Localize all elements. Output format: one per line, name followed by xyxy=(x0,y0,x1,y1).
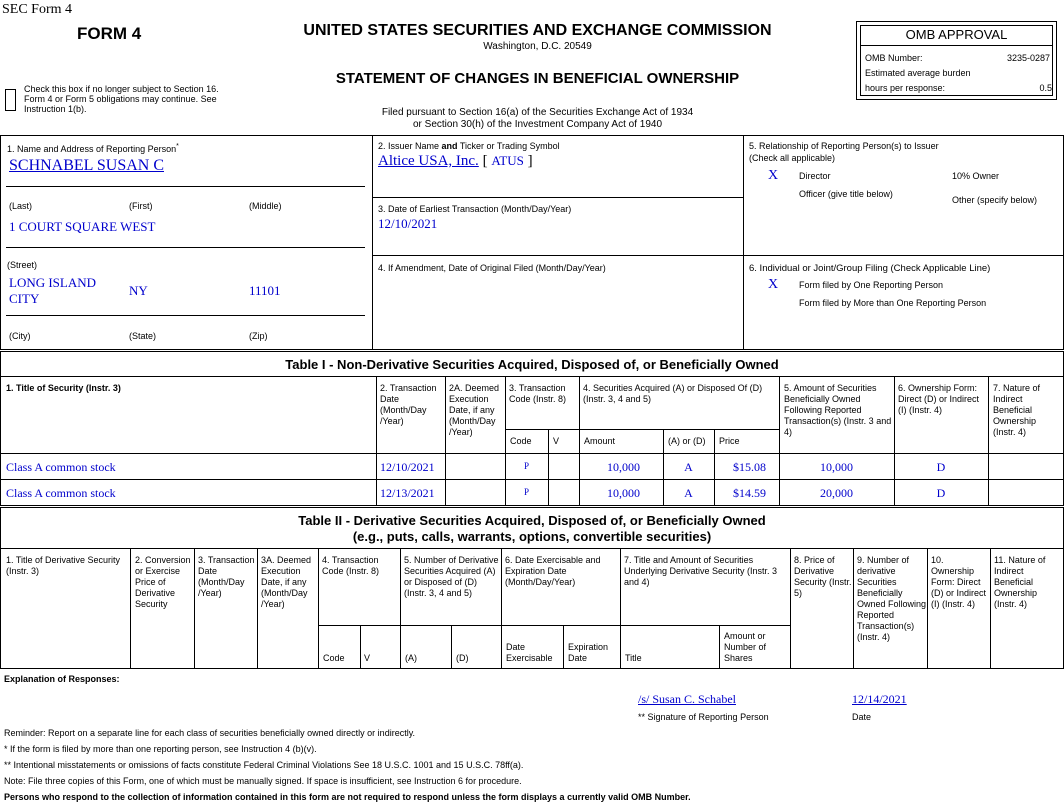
table2-title: Table II - Derivative Securities Acquired, Disposed of, or Beneficially Owned xyxy=(298,513,766,528)
omb-hours-label: hours per response: xyxy=(865,83,946,93)
city-label: (City) xyxy=(9,331,31,341)
t1-h1: 1. Title of Security (Instr. 3) xyxy=(6,383,121,393)
table1-title: Table I - Non-Derivative Securities Acquired, Disposed of, or Beneficially Owned xyxy=(285,357,779,372)
t2-sub-v: V xyxy=(364,653,371,663)
first-label: (First) xyxy=(129,201,153,211)
t1-sub-code: Code xyxy=(510,436,532,446)
t1-h5: 5. Amount of Securities Beneficially Owned Following Reported Transaction(s) (Instr. 3 and 4) xyxy=(784,383,892,437)
t1-r2-date: 12/13/2021 xyxy=(380,486,435,500)
signature-label: ** Signature of Reporting Person xyxy=(638,712,769,722)
section16-checkbox-label: Check this box if no longer subject to Section 16. Form 4 or Form 5 obligations may continue. See Instruction 1(b). xyxy=(24,84,219,114)
omb-number-label: OMB Number: xyxy=(865,53,923,63)
filed-line-2: or Section 30(h) of the Investment Company Act of 1940 xyxy=(412,119,663,130)
last-label: (Last) xyxy=(9,201,33,211)
box1-label-text: 1. Name and Address of Reporting Person xyxy=(7,144,177,154)
t1-sub-amount: Amount xyxy=(584,436,616,446)
agency-location: Washington, D.C. 20549 xyxy=(483,41,592,52)
t2-sub-d: (D) xyxy=(456,653,469,663)
officer-label: Officer (give title below) xyxy=(799,189,893,199)
t1-sub-v: V xyxy=(553,436,560,446)
ticker-open-bracket: [ xyxy=(482,153,488,169)
reporting-person-name[interactable] xyxy=(9,157,164,175)
t1-r2-title: Class A common stock xyxy=(6,486,116,500)
statement-title: STATEMENT OF CHANGES IN BENEFICIAL OWNERSHIP xyxy=(335,70,740,87)
omb-hours-value: 0.5 xyxy=(1039,83,1052,93)
issuer-line xyxy=(378,153,533,170)
issuer-link[interactable]: Altice USA, Inc. xyxy=(378,153,479,169)
other-label: Other (specify below) xyxy=(952,195,1038,205)
t1-h6: 6. Ownership Form: Direct (D) or Indirect (I) (Instr. 4) xyxy=(898,383,980,415)
box2-label-and: and xyxy=(441,141,458,151)
ticker-value: ATUS xyxy=(491,153,524,168)
state-value: NY xyxy=(129,283,148,298)
t2-h3a: 3A. Deemed Execution Date, if any (Month/Day /Year) xyxy=(261,555,312,609)
director-label: Director xyxy=(799,171,831,181)
box6-label: 6. Individual or Joint/Group Filing (Check Applicable Line) xyxy=(749,263,991,274)
t1-r2-form: D xyxy=(936,486,946,500)
note-1: * If the form is filed by more than one reporting person, see Instruction 4 (b)(v). xyxy=(4,744,317,754)
middle-label: (Middle) xyxy=(249,201,282,211)
omb-burden-label: Estimated average burden xyxy=(865,68,971,78)
t2-h11: 11. Nature of Indirect Beneficial Ownership (Instr. 4) xyxy=(994,555,1046,609)
note-3: Note: File three copies of this Form, one of which must be manually signed. If space is insufficient, see Instruction 6 for procedure. xyxy=(4,776,522,786)
t1-r1-owned: 10,000 xyxy=(820,460,853,474)
street-label: (Street) xyxy=(7,260,38,270)
box3-label: 3. Date of Earliest Transaction (Month/Day/Year) xyxy=(378,204,572,214)
t2-h3: 3. Transaction Date (Month/Day /Year) xyxy=(198,555,255,598)
ticker-close-bracket: ] xyxy=(527,153,533,169)
t2-h4: 4. Transaction Code (Instr. 8) xyxy=(322,555,380,576)
t2-sub-exercisable: Date Exercisable xyxy=(506,642,553,663)
t1-h3: 3. Transaction Code (Instr. 8) xyxy=(509,383,567,404)
t1-r2-owned: 20,000 xyxy=(820,486,853,500)
box4-label: 4. If Amendment, Date of Original Filed (Month/Day/Year) xyxy=(378,263,606,273)
t1-h4: 4. Securities Acquired (A) or Disposed Of (D) (Instr. 3, 4 and 5) xyxy=(583,383,763,404)
t1-r1-aord: A xyxy=(684,460,693,474)
t1-r2-aord: A xyxy=(684,486,693,500)
t2-h9: 9. Number of derivative Securities Beneficially Owned Following Reported Transaction(s) (Instr. 4) xyxy=(857,555,927,642)
t1-sub-aord: (A) or (D) xyxy=(668,436,706,446)
t1-r2-price: $14.59 xyxy=(733,486,766,500)
note-4: Persons who respond to the collection of information contained in this form are not required to respond unless the form displays a currently valid OMB Number. xyxy=(4,792,691,802)
t1-r2-amount: 10,000 xyxy=(607,486,640,500)
director-mark[interactable]: X xyxy=(768,168,779,183)
earliest-transaction-date: 12/10/2021 xyxy=(378,216,438,231)
section16-checkbox[interactable] xyxy=(5,89,16,111)
state-label: (State) xyxy=(129,331,157,341)
t1-r1-code: P xyxy=(523,461,529,471)
t2-sub-title: Title xyxy=(625,653,642,663)
t1-r1-price: $15.08 xyxy=(733,460,766,474)
t1-r1-amount: 10,000 xyxy=(607,460,640,474)
t1-r1-form: D xyxy=(936,460,946,474)
omb-number-value: 3235-0287 xyxy=(1006,53,1050,63)
street-value: 1 COURT SQUARE WEST xyxy=(9,219,156,234)
more-persons-label: Form filed by More than One Reporting Person xyxy=(799,298,987,308)
reminder-note: Reminder: Report on a separate line for each class of securities beneficially owned directly or indirectly. xyxy=(4,728,416,738)
t2-h2: 2. Conversion or Exercise Price of Derivative Security xyxy=(135,555,191,609)
omb-title: OMB APPROVAL xyxy=(905,27,1008,42)
t1-r2-code: P xyxy=(523,487,529,497)
t1-h2: 2. Transaction Date (Month/Day /Year) xyxy=(380,383,437,426)
filed-line-1: Filed pursuant to Section 16(a) of the Securities Exchange Act of 1934 xyxy=(381,107,694,118)
agency-title: UNITED STATES SECURITIES AND EXCHANGE COMMISSION xyxy=(303,22,772,39)
t1-h2a: 2A. Deemed Execution Date, if any (Month/Day /Year) xyxy=(449,383,500,437)
zip-label: (Zip) xyxy=(249,331,268,341)
t2-sub-a: (A) xyxy=(405,653,417,663)
t1-r1-title: Class A common stock xyxy=(6,460,116,474)
doc-label: SEC Form 4 xyxy=(2,2,73,17)
box1-label xyxy=(7,143,179,154)
form-title: FORM 4 xyxy=(77,24,142,43)
explanation-label: Explanation of Responses: xyxy=(4,674,120,684)
t2-h5: 5. Number of Derivative Securities Acquired (A) or Disposed of (D) (Instr. 3, 4 and 5) xyxy=(404,555,499,598)
reporting-person-link[interactable]: SCHNABEL SUSAN C xyxy=(9,157,164,174)
date-label: Date xyxy=(852,712,872,722)
city-value: LONG ISLAND CITY xyxy=(9,275,97,306)
zip-value: 11101 xyxy=(249,283,281,298)
t1-sub-price: Price xyxy=(719,436,740,446)
t2-h7: 7. Title and Amount of Securities Underlying Derivative Security (Instr. 3 and 4) xyxy=(624,555,778,587)
t1-r1-date: 12/10/2021 xyxy=(380,460,435,474)
t2-h6: 6. Date Exercisable and Expiration Date (Month/Day/Year) xyxy=(505,555,601,587)
box2-label xyxy=(378,141,560,151)
t2-sub-amount: Amount or Number of Shares xyxy=(724,631,767,663)
note-2: ** Intentional misstatements or omissions of facts constitute Federal Criminal Violations See 18 U.S.C. 1001 and 15 U.S.C. 78ff(a). xyxy=(4,760,524,770)
box2-label-a: 2. Issuer Name xyxy=(378,141,442,151)
t2-h1: 1. Title of Derivative Security (Instr. 3) xyxy=(6,555,121,576)
signature-link[interactable]: /s/ Susan C. Schabel xyxy=(638,692,736,706)
box1-asterisk: * xyxy=(176,143,179,150)
t2-h8: 8. Price of Derivative Security (Instr. 5) xyxy=(794,555,852,598)
one-person-label: Form filed by One Reporting Person xyxy=(799,280,944,290)
t1-h7: 7. Nature of Indirect Beneficial Ownership (Instr. 4) xyxy=(993,383,1041,437)
box5-sub: (Check all applicable) xyxy=(749,153,836,163)
signature-date-link[interactable]: 12/14/2021 xyxy=(852,692,907,706)
signature[interactable] xyxy=(638,692,736,707)
signature-date[interactable] xyxy=(852,692,907,707)
table2-subtitle: (e.g., puts, calls, warrants, options, convertible securities) xyxy=(352,529,712,544)
one-person-mark[interactable]: X xyxy=(768,277,779,292)
t2-sub-expiration: Expiration Date xyxy=(568,642,609,663)
t2-h10: 10. Ownership Form: Direct (D) or Indirect (I) (Instr. 4) xyxy=(931,555,987,609)
t2-sub-code: Code xyxy=(323,653,345,663)
box5-label: 5. Relationship of Reporting Person(s) to Issuer xyxy=(749,141,939,151)
ten-percent-label: 10% Owner xyxy=(952,171,1000,181)
box2-label-b: Ticker or Trading Symbol xyxy=(457,141,560,151)
